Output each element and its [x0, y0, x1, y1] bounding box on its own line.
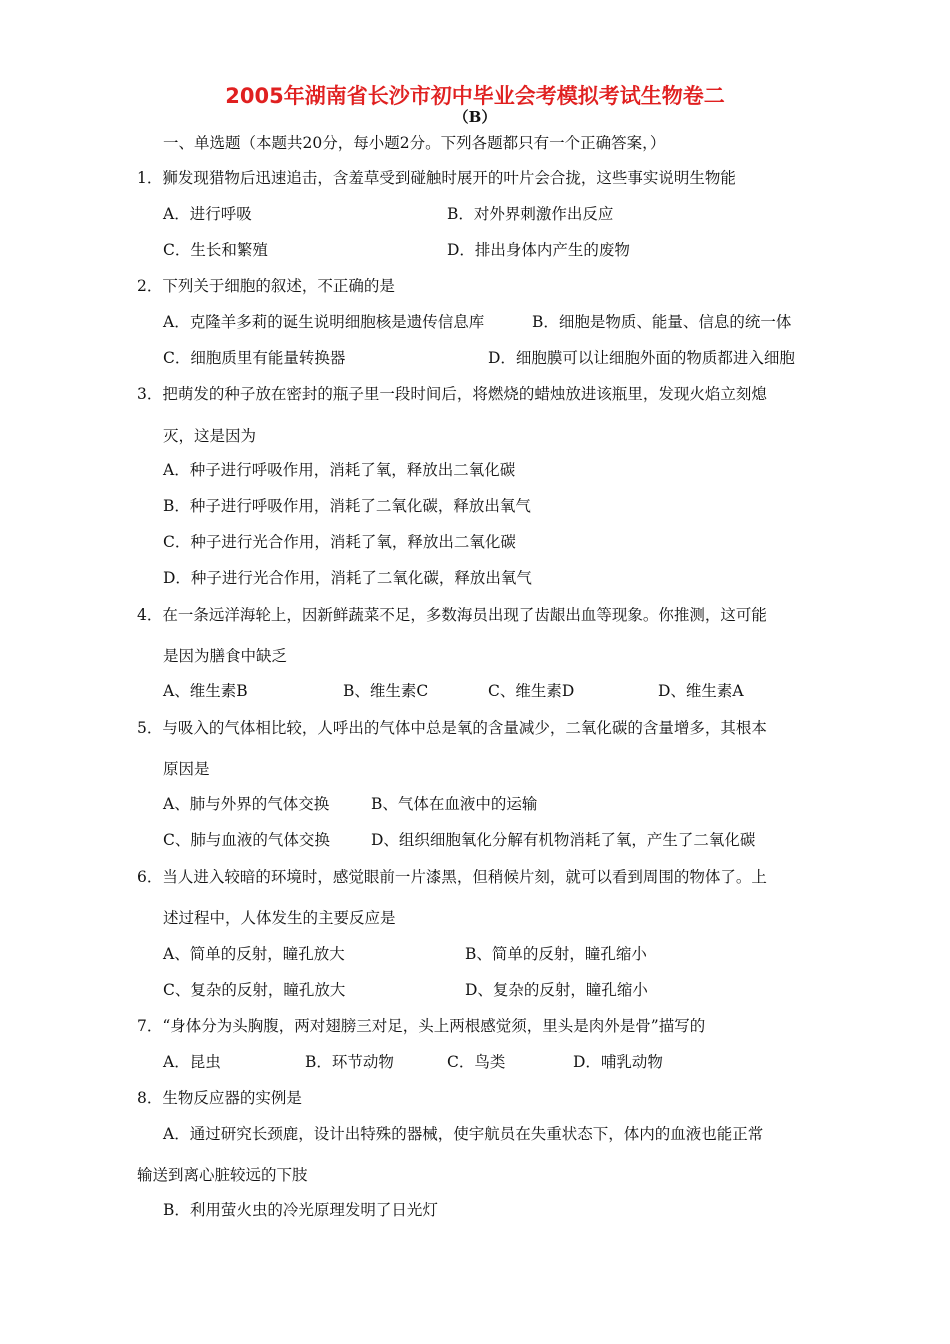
- question-1-option-c: C．生长和繁殖: [163, 241, 268, 259]
- question-3-option-a: A．种子进行呼吸作用，消耗了氧，释放出二氧化碳: [163, 461, 516, 479]
- question-3-stem-line-1: 3．把萌发的种子放在密封的瓶子里一段时间后，将燃烧的蜡烛放进该瓶里，发现火焰立刻熄: [137, 385, 767, 403]
- exam-title: 2005年湖南省长沙市初中毕业会考模拟考试生物卷二: [225, 84, 725, 108]
- question-3-stem-line-2: 灭，这是因为: [163, 427, 257, 445]
- question-5-stem-line-2: 原因是: [163, 760, 210, 778]
- question-7-stem: 7．“身体分为头胸腹，两对翅膀三对足，头上两根感觉须，里头是肉外是骨”描写的: [137, 1017, 706, 1035]
- question-6-option-c: C、复杂的反射，瞳孔放大: [163, 981, 346, 999]
- question-4-option-a: A、维生素B: [163, 682, 248, 700]
- question-1-option-b: B．对外界刺激作出反应: [447, 205, 614, 223]
- question-6-option-b: B、简单的反射，瞳孔缩小: [465, 945, 647, 963]
- question-2-option-a: A．克隆羊多莉的诞生说明细胞核是遗传信息库: [163, 313, 485, 331]
- question-8-option-b: B．利用萤火虫的冷光原理发明了日光灯: [163, 1201, 438, 1219]
- question-5-option-c: C、肺与血液的气体交换: [163, 831, 330, 849]
- question-8-option-a-line-2: 输送到离心脏较远的下肢: [137, 1166, 308, 1184]
- question-7-option-b: B．环节动物: [305, 1053, 394, 1071]
- question-6-stem-line-1: 6．当人进入较暗的环境时，感觉眼前一片漆黑，但稍候片刻，就可以看到周围的物体了。上: [137, 868, 767, 886]
- question-3-option-c: C．种子进行光合作用，消耗了氧，释放出二氧化碳: [163, 533, 516, 551]
- question-5-option-a: A、肺与外界的气体交换: [163, 795, 330, 813]
- question-4-option-c: C、维生素D: [488, 682, 575, 700]
- question-8-option-a-line-1: A．通过研究长颈鹿，设计出特殊的器械，使宇航员在失重状态下，体内的血液也能正常: [163, 1125, 764, 1143]
- question-5-option-d: D、组织细胞氧化分解有机物消耗了氧，产生了二氧化碳: [371, 831, 756, 849]
- question-2-option-b: B．细胞是物质、能量、信息的统一体: [532, 313, 792, 331]
- question-3-option-b: B．种子进行呼吸作用，消耗了二氧化碳，释放出氧气: [163, 497, 531, 515]
- question-7-option-a: A．昆虫: [163, 1053, 221, 1071]
- question-6-option-d: D、复杂的反射，瞳孔缩小: [465, 981, 648, 999]
- question-8-stem: 8．生物反应器的实例是: [137, 1089, 302, 1107]
- question-7-option-d: D．哺乳动物: [573, 1053, 663, 1071]
- exam-subtitle: （B）: [453, 108, 497, 126]
- question-4-option-d: D、维生素A: [658, 682, 744, 700]
- section-heading: 一、单选题（本题共20分，每小题2分。下列各题都只有一个正确答案，）: [163, 134, 666, 152]
- question-4-stem-line-1: 4．在一条远洋海轮上，因新鲜蔬菜不足，多数海员出现了齿龈出血等现象。你推测，这可能: [137, 606, 767, 624]
- question-7-option-c: C．鸟类: [447, 1053, 506, 1071]
- question-3-option-d: D．种子进行光合作用，消耗了二氧化碳，释放出氧气: [163, 569, 532, 587]
- question-2-option-c: C．细胞质里有能量转换器: [163, 349, 346, 367]
- question-1-option-a: A．进行呼吸: [163, 205, 252, 223]
- question-6-stem-line-2: 述过程中，人体发生的主要反应是: [163, 909, 396, 927]
- question-5-stem-line-1: 5．与吸入的气体相比较，人呼出的气体中总是氧的含量减少，二氧化碳的含量增多，其根本: [137, 719, 767, 737]
- question-5-option-b: B、气体在血液中的运输: [371, 795, 538, 813]
- question-6-option-a: A、简单的反射，瞳孔放大: [163, 945, 345, 963]
- question-2-option-d: D．细胞膜可以让细胞外面的物质都进入细胞: [488, 349, 795, 367]
- question-4-option-b: B、维生素C: [343, 682, 429, 700]
- question-4-stem-line-2: 是因为膳食中缺乏: [163, 647, 288, 665]
- question-2-stem: 2．下列关于细胞的叙述，不正确的是: [137, 277, 395, 295]
- question-1-stem: 1．狮发现猎物后迅速追击，含羞草受到碰触时展开的叶片会合拢，这些事实说明生物能: [137, 169, 736, 187]
- question-1-option-d: D．排出身体内产生的废物: [447, 241, 630, 259]
